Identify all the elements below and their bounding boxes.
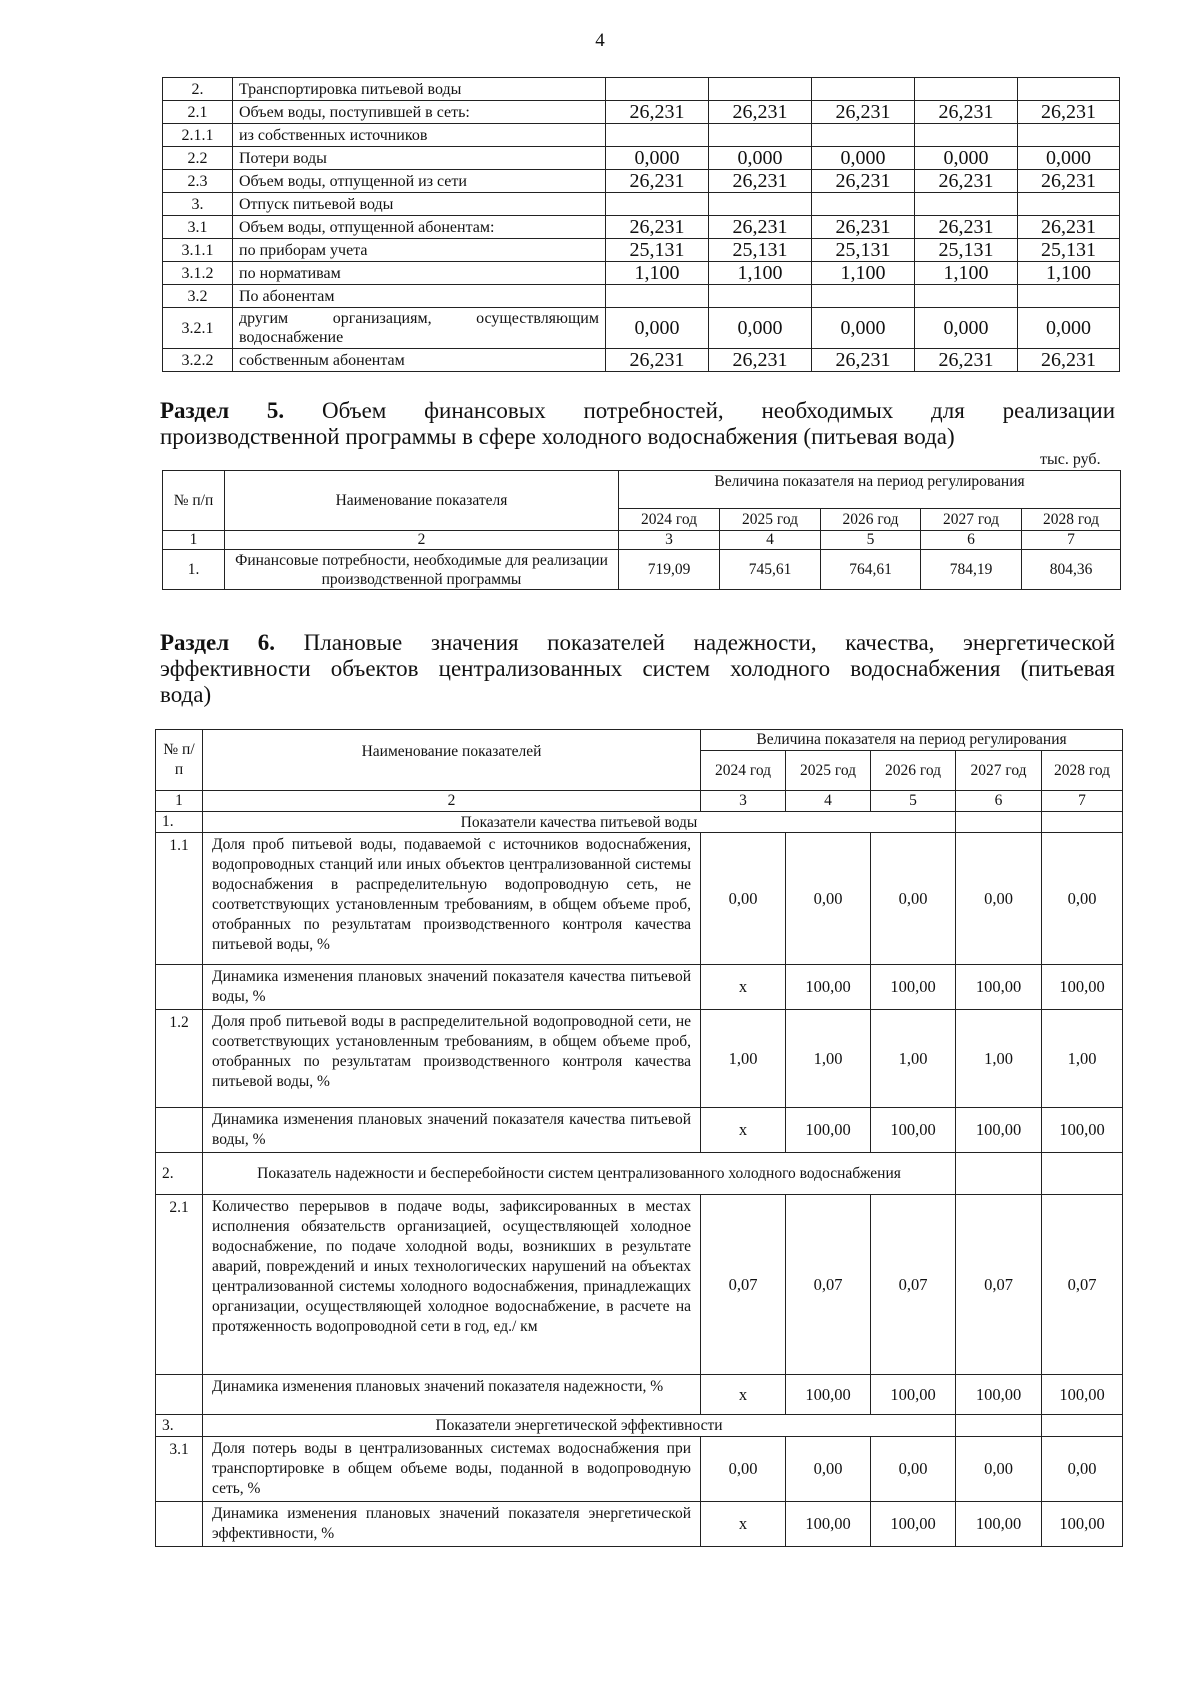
t3-value: 100,00	[786, 1502, 871, 1547]
t3-row-num-empty	[156, 1502, 203, 1547]
t3-group-row	[156, 812, 1123, 833]
t3-year: 2027 год	[956, 751, 1042, 791]
t3-value: 0,07	[956, 1195, 1042, 1375]
t1-row	[163, 124, 1120, 147]
t3-value: х	[701, 965, 786, 1010]
t1-value: 1,100	[606, 262, 709, 285]
section5-label: Раздел 5.	[160, 398, 285, 423]
section5-title-line2: производственной программы в сфере холодного водоснабжения (питьевая вода)	[160, 424, 955, 449]
t3-value: 0,00	[1042, 833, 1123, 965]
t3-value: 0,07	[701, 1195, 786, 1375]
t1-value: 26,231	[709, 349, 812, 372]
t1-value: 26,231	[1018, 216, 1120, 239]
t3-group-num: 1.	[156, 812, 203, 833]
t3-row-num-empty	[156, 965, 203, 1010]
t1-row-name: по нормативам	[233, 262, 606, 285]
t3-value: 100,00	[1042, 1375, 1123, 1415]
t1-value: 26,231	[915, 349, 1018, 372]
t1-value: 26,231	[915, 170, 1018, 193]
t3-row-name: Динамика изменения плановых значений показателя качества питьевой воды, %	[203, 965, 701, 1010]
t3-value: 0,00	[786, 1437, 871, 1502]
t1-row-name: Отпуск питьевой воды	[233, 193, 606, 216]
t3-value: 0,00	[871, 1437, 956, 1502]
t1-row-num: 2.2	[163, 147, 233, 170]
t1-row-num: 2.	[163, 78, 233, 101]
t2-value: 719,09	[619, 550, 720, 590]
t3-row-name: Доля проб питьевой воды, подаваемой с источников водоснабжения, водопроводных станций или иных объектов централизованной системы водоснабжения в распределительную водопроводную сеть, не соответствующих установленным требованиям, в общем объеме проб, отобранных по результатам производственного контроля качества питьевой воды, %	[203, 833, 701, 965]
t1-value: 0,000	[1018, 308, 1120, 349]
t1-row	[163, 147, 1120, 170]
t3-value: 1,00	[1042, 1010, 1123, 1108]
t1-value: 0,000	[915, 308, 1018, 349]
t3-row	[156, 965, 1123, 1010]
water-balance-table	[162, 77, 1120, 372]
t1-value: 26,231	[1018, 101, 1120, 124]
t3-value: 1,00	[956, 1010, 1042, 1108]
t3-value: 100,00	[871, 965, 956, 1010]
t3-row	[156, 1375, 1123, 1415]
t1-row-name: Объем воды, отпущенной из сети	[233, 170, 606, 193]
t1-row	[163, 170, 1120, 193]
t3-value: 100,00	[786, 965, 871, 1010]
t1-row	[163, 349, 1120, 372]
t3-value: 100,00	[956, 1375, 1042, 1415]
t3-group-num: 3.	[156, 1415, 203, 1437]
section5-heading	[160, 398, 1115, 450]
t3-value: 0,00	[701, 1437, 786, 1502]
t1-row-num: 3.	[163, 193, 233, 216]
t1-value	[915, 285, 1018, 308]
t3-value: 1,00	[786, 1010, 871, 1108]
t3-row-num: 2.1	[156, 1195, 203, 1375]
t1-value	[709, 78, 812, 101]
t1-value: 0,000	[1018, 147, 1120, 170]
t2-row-name: Финансовые потребности, необходимые для реализации производственной программы	[225, 550, 619, 590]
t3-index: 3	[701, 791, 786, 812]
t1-value: 25,131	[606, 239, 709, 262]
section6-title-line1: Плановые значения показателей надежности, качества, энергетической	[303, 630, 1116, 655]
t1-row-name: по приборам учета	[233, 239, 606, 262]
t1-row	[163, 239, 1120, 262]
t1-value: 25,131	[812, 239, 915, 262]
t1-value: 25,131	[1018, 239, 1120, 262]
t3-value: 0,07	[786, 1195, 871, 1375]
t1-value: 0,000	[709, 308, 812, 349]
t3-value: 100,00	[871, 1108, 956, 1153]
t3-year: 2026 год	[871, 751, 956, 791]
t1-row-num: 3.2.1	[163, 308, 233, 349]
t1-value: 26,231	[606, 101, 709, 124]
t3-row-name: Динамика изменения плановых значений показателя энергетической эффективности, %	[203, 1502, 701, 1547]
t1-value	[1018, 124, 1120, 147]
t3-row	[156, 1108, 1123, 1153]
t1-value: 0,000	[915, 147, 1018, 170]
t1-row	[163, 78, 1120, 101]
t3-value: 100,00	[956, 965, 1042, 1010]
t3-index: 1	[156, 791, 203, 812]
t1-value	[709, 285, 812, 308]
t1-row-name: По абонентам	[233, 285, 606, 308]
section5-title-line1: Объем финансовых потребностей, необходимых для реализации	[321, 398, 1116, 423]
t1-value: 1,100	[915, 262, 1018, 285]
t3-value: 100,00	[871, 1375, 956, 1415]
t1-value: 26,231	[915, 101, 1018, 124]
t1-value	[1018, 285, 1120, 308]
t1-value	[606, 78, 709, 101]
t2-value: 784,19	[921, 550, 1022, 590]
t2-value: 764,61	[821, 550, 921, 590]
t3-row-name: Доля проб питьевой воды в распределительной водопроводной сети, не соответствующих установленным требованиям, в общем объеме проб, отобранных по результатам производственного контроля качества питьевой воды, %	[203, 1010, 701, 1108]
t3-row-name: Доля потерь воды в централизованных системах водоснабжения при транспортировке в общем объеме воды, поданной в водопроводную сеть, %	[203, 1437, 701, 1502]
section6-heading	[160, 630, 1115, 708]
section5-unit: тыс. руб.	[1040, 451, 1101, 468]
t1-value: 1,100	[812, 262, 915, 285]
t3-value: 0,07	[871, 1195, 956, 1375]
t3-index: 5	[871, 791, 956, 812]
t2-col-name: Наименование показателя	[225, 471, 619, 531]
t1-value	[915, 124, 1018, 147]
t3-row	[156, 1010, 1123, 1108]
t1-value	[1018, 193, 1120, 216]
t1-value: 26,231	[812, 170, 915, 193]
t3-index: 6	[956, 791, 1042, 812]
t1-value: 26,231	[812, 101, 915, 124]
t1-value: 0,000	[812, 308, 915, 349]
t1-row-name: Объем воды, отпущенной абонентам:	[233, 216, 606, 239]
t3-row-name: Динамика изменения плановых значений показателя качества питьевой воды, %	[203, 1108, 701, 1153]
t1-row-num: 3.1.1	[163, 239, 233, 262]
t1-value: 0,000	[606, 147, 709, 170]
t3-value: 0,07	[1042, 1195, 1123, 1375]
t1-row-name: Потери воды	[233, 147, 606, 170]
t3-empty	[1042, 1415, 1123, 1437]
t3-value: 100,00	[956, 1108, 1042, 1153]
t1-row	[163, 101, 1120, 124]
t3-value: 1,00	[701, 1010, 786, 1108]
financial-needs-table	[162, 470, 1121, 590]
t2-value: 804,36	[1022, 550, 1121, 590]
t2-col-period: Величина показателя на период регулирования	[619, 471, 1121, 509]
t3-col-name: Наименование показателей	[203, 730, 701, 791]
t3-year: 2028 год	[1042, 751, 1123, 791]
t3-empty	[956, 812, 1042, 833]
t1-row-num: 3.2	[163, 285, 233, 308]
t1-row	[163, 262, 1120, 285]
t1-value: 26,231	[709, 216, 812, 239]
page-number: 4	[595, 30, 605, 51]
t1-value: 26,231	[1018, 349, 1120, 372]
t2-index: 6	[921, 531, 1022, 550]
t3-value: 100,00	[871, 1502, 956, 1547]
t1-row	[163, 216, 1120, 239]
t3-row-num: 1.1	[156, 833, 203, 965]
t3-year: 2025 год	[786, 751, 871, 791]
t3-index: 4	[786, 791, 871, 812]
t2-value: 745,61	[720, 550, 821, 590]
t3-row	[156, 833, 1123, 965]
t2-year: 2025 год	[720, 509, 821, 531]
t1-row	[163, 285, 1120, 308]
t3-row	[156, 1195, 1123, 1375]
t3-value: 100,00	[786, 1108, 871, 1153]
t2-year: 2026 год	[821, 509, 921, 531]
t3-value: 100,00	[1042, 1502, 1123, 1547]
t1-value: 0,000	[709, 147, 812, 170]
t3-col-period: Величина показателя на период регулирования	[701, 730, 1123, 751]
t3-value: 100,00	[1042, 965, 1123, 1010]
t1-row-name: другим организациям, осуществляющим водоснабжение	[233, 308, 606, 349]
t3-value: 0,00	[871, 833, 956, 965]
t1-row-num: 2.1.1	[163, 124, 233, 147]
t1-value: 26,231	[812, 216, 915, 239]
t1-value	[915, 193, 1018, 216]
t1-value	[606, 193, 709, 216]
t1-row-num: 3.1	[163, 216, 233, 239]
t3-group-row	[156, 1415, 1123, 1437]
reliability-quality-table	[155, 729, 1123, 1547]
t1-value	[606, 124, 709, 147]
t1-row-num: 2.1	[163, 101, 233, 124]
t3-row	[156, 1502, 1123, 1547]
t3-group-title: Показатель надежности и бесперебойности систем централизованного холодного водоснабжения	[203, 1153, 956, 1195]
t3-value: 0,00	[701, 833, 786, 965]
t3-value: х	[701, 1502, 786, 1547]
t1-row	[163, 308, 1120, 349]
t3-col-num: № п/п	[156, 730, 203, 791]
t3-row-num-empty	[156, 1108, 203, 1153]
t2-index: 4	[720, 531, 821, 550]
t1-row-name: Транспортировка питьевой воды	[233, 78, 606, 101]
t2-year: 2027 год	[921, 509, 1022, 531]
t1-value: 1,100	[1018, 262, 1120, 285]
t3-group-title: Показатели качества питьевой воды	[203, 812, 956, 833]
t2-index: 1	[163, 531, 225, 550]
t2-row-num: 1.	[163, 550, 225, 590]
t3-empty	[956, 1153, 1042, 1195]
t3-value: 0,00	[956, 1437, 1042, 1502]
section6-label: Раздел 6.	[160, 630, 275, 655]
t1-row-num: 3.2.2	[163, 349, 233, 372]
t1-row	[163, 193, 1120, 216]
t1-value	[1018, 78, 1120, 101]
t1-row-name: собственным абонентам	[233, 349, 606, 372]
t1-value	[812, 78, 915, 101]
t1-value	[709, 124, 812, 147]
t1-value	[812, 124, 915, 147]
t2-year: 2024 год	[619, 509, 720, 531]
t3-value: 0,00	[1042, 1437, 1123, 1502]
t1-value: 26,231	[1018, 170, 1120, 193]
section6-title-line3: вода)	[160, 682, 212, 707]
t3-value: 1,00	[871, 1010, 956, 1108]
t1-row-num: 3.1.2	[163, 262, 233, 285]
t1-value: 25,131	[709, 239, 812, 262]
t2-year: 2028 год	[1022, 509, 1121, 531]
t1-value: 26,231	[709, 170, 812, 193]
t3-row-name: Динамика изменения плановых значений показателя надежности, %	[203, 1375, 701, 1415]
t1-value: 0,000	[812, 147, 915, 170]
t1-value	[709, 193, 812, 216]
t1-row-name: из собственных источников	[233, 124, 606, 147]
t2-index: 7	[1022, 531, 1121, 550]
t3-value: х	[701, 1108, 786, 1153]
t2-index: 3	[619, 531, 720, 550]
t3-group-title: Показатели энергетической эффективности	[203, 1415, 956, 1437]
t3-row	[156, 1437, 1123, 1502]
t3-index: 7	[1042, 791, 1123, 812]
t3-value: 0,00	[786, 833, 871, 965]
t3-value: 100,00	[786, 1375, 871, 1415]
t3-group-num: 2.	[156, 1153, 203, 1195]
t1-value: 26,231	[606, 216, 709, 239]
t3-row-num: 3.1	[156, 1437, 203, 1502]
t1-value: 26,231	[606, 170, 709, 193]
t1-value: 26,231	[812, 349, 915, 372]
t1-row-num: 2.3	[163, 170, 233, 193]
t2-index: 2	[225, 531, 619, 550]
t1-row-name: Объем воды, поступившей в сеть:	[233, 101, 606, 124]
t1-value: 1,100	[709, 262, 812, 285]
t3-value: 0,00	[956, 833, 1042, 965]
t3-row-num: 1.2	[156, 1010, 203, 1108]
t1-value	[915, 78, 1018, 101]
t1-value	[812, 285, 915, 308]
t2-index: 5	[821, 531, 921, 550]
t3-value: 100,00	[1042, 1108, 1123, 1153]
t3-year: 2024 год	[701, 751, 786, 791]
t1-value: 26,231	[606, 349, 709, 372]
t2-col-num: № п/п	[163, 471, 225, 531]
t3-group-row	[156, 1153, 1123, 1195]
t1-value: 26,231	[709, 101, 812, 124]
t1-value	[812, 193, 915, 216]
t3-empty	[1042, 812, 1123, 833]
t3-empty	[956, 1415, 1042, 1437]
t3-row-name: Количество перерывов в подаче воды, зафиксированных в местах исполнения обязательств организацией, осуществляющей холодное водоснабжение, по подаче холодной воды, возникших в результате аварий, повреждений и иных технологических нарушений на объектах централизованной системы холодного водоснабжения, принадлежащих организации, осуществляющей холодное водоснабжение, в расчете на протяженность водопроводной сети в год, ед./ км	[203, 1195, 701, 1375]
t1-value: 26,231	[915, 216, 1018, 239]
section6-title-line2: эффективности объектов централизованных систем холодного водоснабжения (питьевая	[160, 656, 1115, 681]
t3-row-num-empty	[156, 1375, 203, 1415]
t1-value: 0,000	[606, 308, 709, 349]
t3-value: х	[701, 1375, 786, 1415]
t3-empty	[1042, 1153, 1123, 1195]
t3-index: 2	[203, 791, 701, 812]
t3-value: 100,00	[956, 1502, 1042, 1547]
t1-value	[606, 285, 709, 308]
t1-value: 25,131	[915, 239, 1018, 262]
